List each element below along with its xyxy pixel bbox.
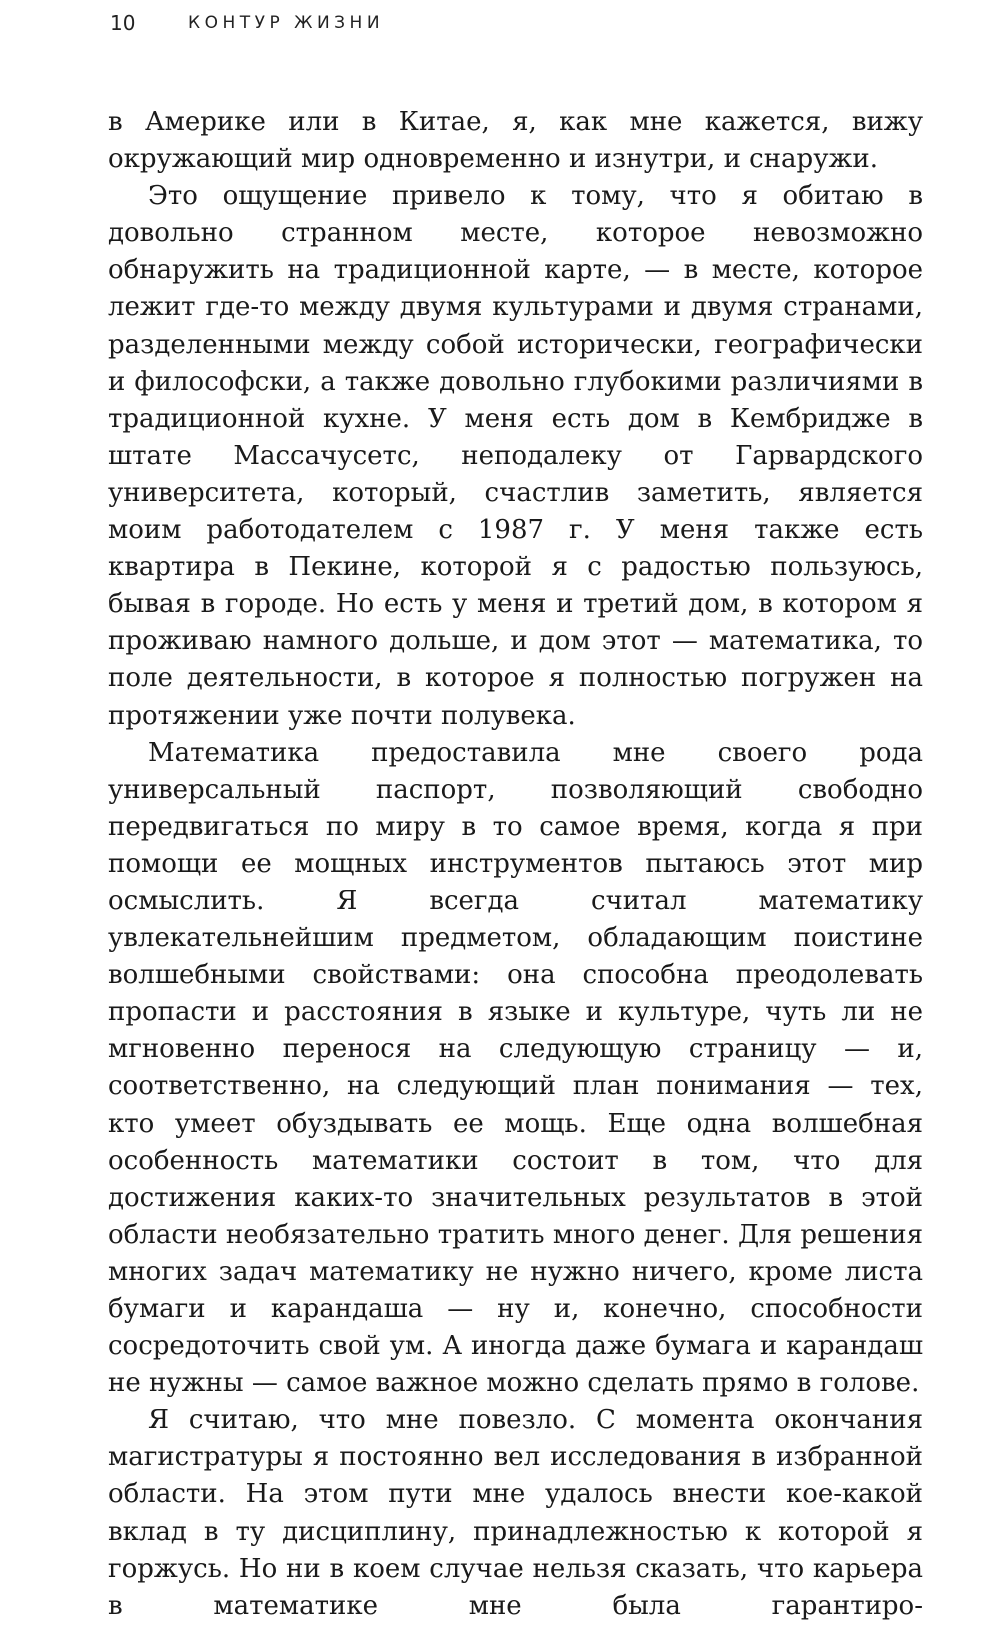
paragraph: Математика предоставила мне своего рода универсальный паспорт, позволяющий свободно передвигаться по миру в то самое время, когда я при помощи ее мощных инструментов пытаюсь этот мир осмыслить. Я всегда считал математику увлекательнейшим предметом, обладающим поистине волшебными свойствами: она способна преодолевать пропасти и расстояния в языке и культуре, чуть ли не мгновенно перенося на следующую страницу — и, соответственно, на следующий план понимания — тех, кто умеет обуздывать ее мощь. Еще одна волшебная особенность математики состоит в том, что для достижения каких-то значительных результатов в этой области необязательно тратить много денег. Для решения многих задач математику не нужно ничего, кроме листа бумаги и карандаша — ну и, конечно, способности сосредоточить свой ум. А иногда даже бумага и карандаш не нужны — самое важное можно сделать прямо в голове. [108, 737, 923, 1399]
body-text [108, 104, 923, 1625]
paragraph: Я считаю, что мне повезло. С момента окончания магистратуры я постоянно вел исследования в избранной области. На этом пути мне удалось внести кое-какой вклад в ту дисциплину, принадлежностью к которой я горжусь. Но ни в коем случае нельзя сказать, что карьера в математике мне была гарантиро- [108, 1405, 923, 1621]
paragraph: Это ощущение привело к тому, что я обитаю в довольно странном месте, которое невозможно обнаружить на традиционной карте, — в месте, которое лежит где-то между двумя культурами и двумя странами, разделенными между собой исторически, географически и философски, а также довольно глубокими различиями в традиционной кухне. У меня есть дом в Кембридже в штате Массачусетс, неподалеку от Гарвардского университета, который, счастлив заметить, является моим работодателем с 1987 г. У меня также есть квартира в Пекине, которой я с радостью пользуюсь, бывая в городе. Но есть у меня и третий дом, в котором я проживаю намного дольше, и дом этот — математика, то поле деятельности, в которое я полностью погружен на протяжении уже почти полувека. [108, 181, 923, 731]
running-title: КОНТУР ЖИЗНИ [188, 13, 385, 33]
page-header [110, 8, 384, 38]
paragraph: в Америке или в Китае, я, как мне кажется, вижу окружающий мир одновременно и изнутри, и снаружи. [108, 107, 923, 175]
page-number: 10 [110, 11, 136, 35]
